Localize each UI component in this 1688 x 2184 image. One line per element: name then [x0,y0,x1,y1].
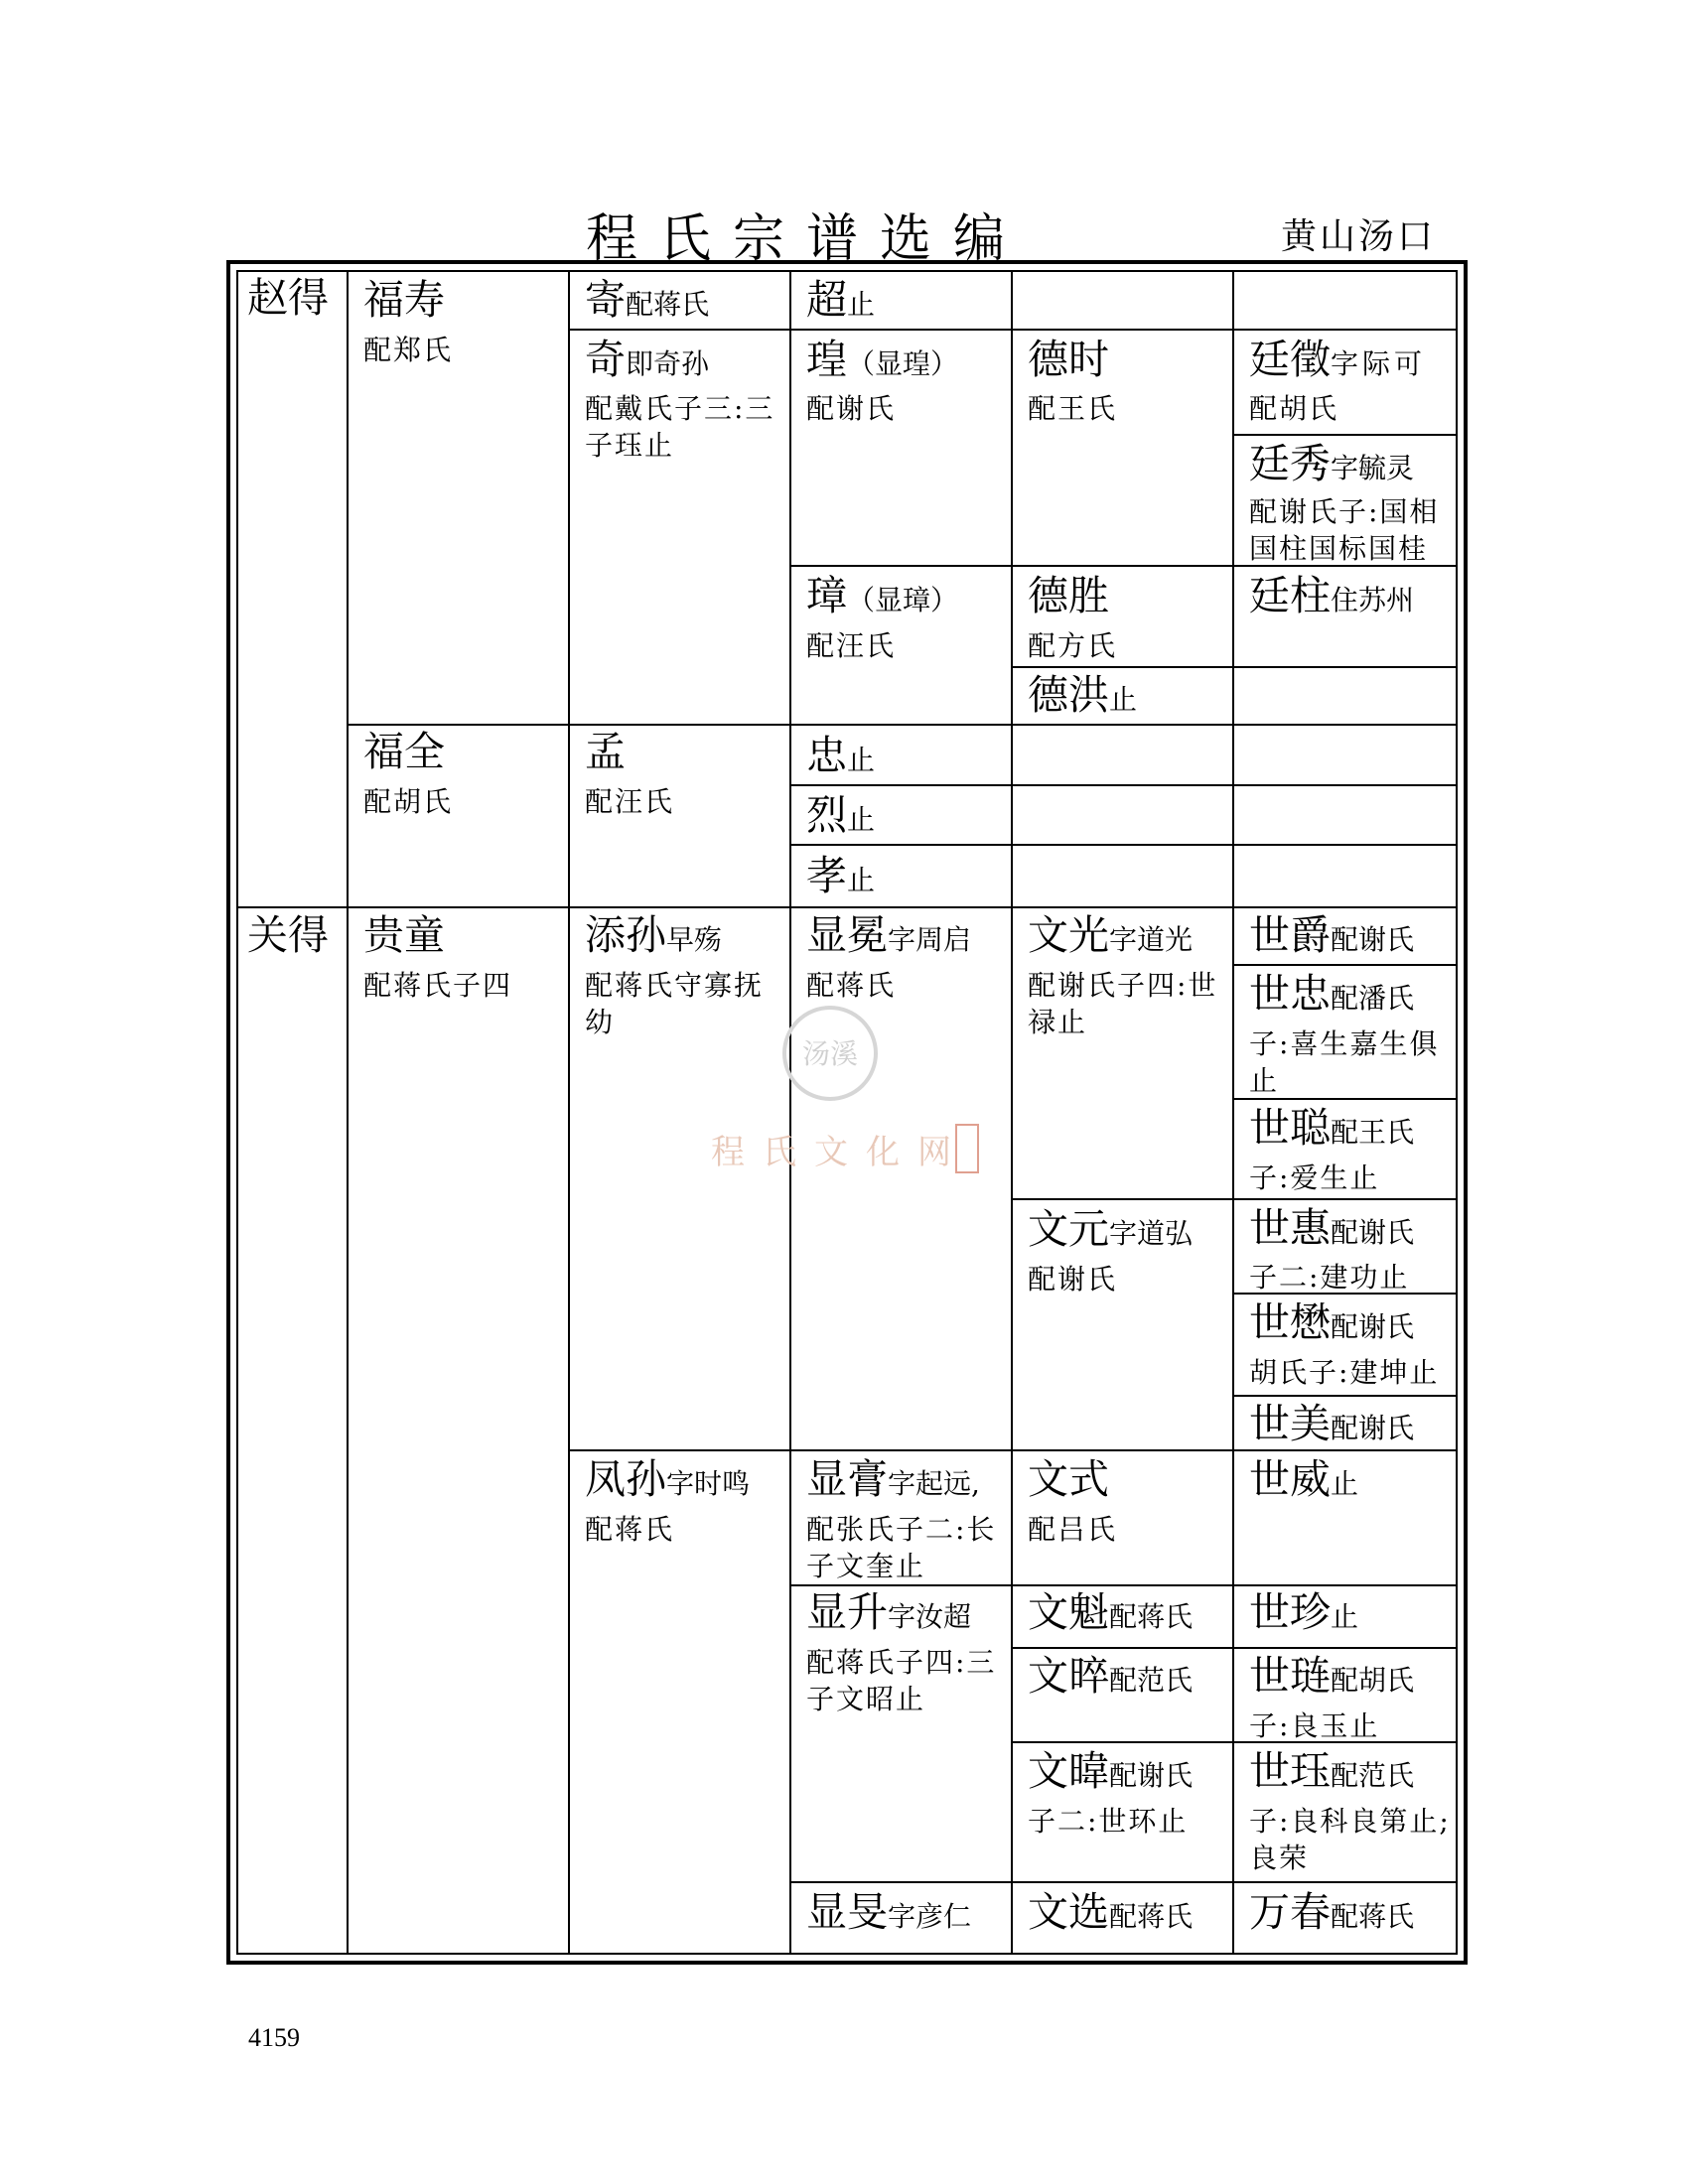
person-name: 万春 [1249,1888,1331,1936]
gen4-entry [806,1888,971,1937]
gen5-entry [1028,1747,1193,1796]
gen5-entry [1028,1588,1193,1637]
gen2-entry [363,276,445,325]
person-note: 子:良科良第止;良荣 [1249,1805,1451,1874]
person-note: 配汪氏 [585,785,675,818]
person-note: 配方氏 [1028,629,1118,662]
person-name: 世爵 [1249,911,1331,959]
gen6-entry [1249,1400,1414,1448]
gen2-entry [363,728,445,776]
person-suffix: 止 [1331,1600,1359,1633]
watermark-seal-text: 汤溪 [802,1037,859,1070]
person-name: 孟 [585,728,626,775]
person-suffix: （显璋） [847,584,959,616]
person-note: 配谢氏 [1028,1263,1118,1296]
gen4-entry [806,791,875,840]
person-suffix: 配胡氏 [1331,1664,1415,1697]
person-name: 显膏 [806,1455,888,1503]
row-divider [789,784,1458,786]
gen4-entry [806,1455,980,1504]
gen3-entry [585,276,709,325]
person-note: 配戴氏子三:三子珏止 [585,392,775,462]
person-note: 配张氏子二:长子文奎止 [806,1513,997,1582]
column-divider [568,270,570,1955]
place-name: 黄山汤口 [1281,216,1437,257]
person-name: 显冕 [806,911,888,959]
person-name: 瑝 [806,336,847,383]
gen4-entry [806,1588,971,1637]
gen3-entry [585,1455,750,1504]
row-divider [789,844,1458,846]
gen3-entry [585,911,722,960]
person-note: 配蒋氏 [585,1513,675,1546]
gen5-entry [1028,1652,1193,1701]
person-note: 配蒋氏子四 [363,969,513,1002]
column-divider [789,270,791,1955]
person-name: 贵童 [363,911,445,959]
person-name: 文暐 [1028,1747,1109,1795]
person-note: 配蒋氏 [806,969,897,1002]
person-name: 文元 [1028,1205,1109,1253]
person-name: 廷秀 [1249,440,1331,487]
gen6-entry [1249,1888,1414,1937]
person-suffix: 止 [847,744,876,776]
gen6-entry [1249,1588,1358,1637]
person-note: 配吕氏 [1028,1513,1118,1546]
person-suffix: 配谢氏 [1331,923,1415,956]
gen5-entry [1028,911,1193,960]
person-name: 世聪 [1249,1104,1331,1152]
person-note: 子:爱生止 [1249,1161,1380,1194]
person-name: 世珍 [1249,1588,1331,1636]
gen5-entry [1028,336,1109,384]
column-divider [347,270,349,1955]
person-suffix: 配范氏 [1331,1759,1415,1792]
person-name: 世琏 [1249,1652,1331,1700]
gen4-entry [806,911,971,960]
person-name: 文选 [1028,1888,1109,1936]
person-note: 配谢氏子四:世禄止 [1028,969,1218,1038]
gen4-entry [806,276,875,325]
gen1-name: 赵得 [247,274,329,322]
person-note: 配郑氏 [363,334,454,366]
watermark-text: 程氏文化网 [711,1133,969,1172]
gen6-entry [1249,1455,1358,1504]
person-suffix: 字道弘 [1109,1217,1194,1250]
person-name: 世威 [1249,1455,1331,1503]
person-name: 文式 [1028,1455,1109,1503]
gen6-entry [1249,1747,1414,1796]
person-name: 凤孙 [585,1455,666,1503]
person-note: 配谢氏 [806,392,897,425]
person-name: 福全 [363,728,445,775]
row-divider [1011,1647,1458,1649]
person-suffix: 字道光 [1109,923,1194,956]
person-name: 文晬 [1028,1652,1109,1700]
gen6-entry [1249,336,1426,384]
row-divider [1011,1198,1458,1200]
row-divider [1232,964,1458,966]
person-suffix: 字汝超 [888,1600,972,1633]
person-suffix: （显瑝） [847,347,959,380]
person-name: 世懋 [1249,1298,1331,1346]
person-name: 显旻 [806,1888,888,1936]
gen4-entry [806,852,875,900]
gen2-entry [363,911,445,960]
person-name: 文魁 [1028,1588,1109,1636]
gen6-entry [1249,440,1414,488]
row-divider [1011,666,1458,668]
person-note: 配胡氏 [363,785,454,818]
gen5-entry [1028,572,1109,620]
person-name: 廷柱 [1249,572,1331,619]
row-divider [1232,1395,1458,1397]
person-suffix: 字际可 [1331,347,1427,380]
person-name: 德洪 [1028,671,1109,719]
person-suffix: 字彦仁 [888,1900,972,1933]
gen5-entry [1028,671,1137,720]
person-name: 烈 [806,791,847,839]
person-suffix: 配蒋氏 [1109,1900,1194,1933]
person-note: 配胡氏 [1249,392,1339,425]
person-note: 配汪氏 [806,629,897,662]
watermark-stamp [955,1124,979,1173]
person-name: 德时 [1028,336,1109,383]
row-divider [789,1584,1458,1586]
person-note: 子:良玉止 [1249,1709,1380,1742]
person-note: 配王氏 [1028,392,1118,425]
person-suffix: 止 [1109,683,1138,716]
gen5-entry [1028,1455,1109,1504]
person-name: 世忠 [1249,970,1331,1018]
person-note: 子二:建功止 [1249,1261,1410,1294]
column-divider [1011,270,1013,1955]
person-name: 添孙 [585,911,666,959]
gen3-entry [585,728,626,776]
person-name: 世珏 [1249,1747,1331,1795]
person-name: 世惠 [1249,1204,1331,1252]
gen6-entry [1249,1652,1414,1701]
gen4-entry [806,732,875,780]
person-suffix: 早殇 [666,923,723,956]
person-suffix: 配谢氏 [1331,1216,1415,1249]
gen3-entry [585,336,709,384]
row-divider [789,1881,1458,1883]
person-note: 配谢氏子:国相国柱国标国桂 [1249,495,1440,565]
gen6-entry [1249,1204,1414,1253]
person-name: 世美 [1249,1400,1331,1447]
person-name: 德胜 [1028,572,1109,619]
row-divider [1232,434,1458,436]
gen6-entry [1249,1298,1414,1347]
person-name: 奇 [585,336,626,383]
person-note: 子二:世环止 [1028,1805,1189,1838]
person-suffix: 配潘氏 [1331,982,1415,1015]
person-suffix: 配蒋氏 [1109,1600,1194,1633]
person-suffix: 配谢氏 [1109,1759,1194,1792]
person-suffix: 配谢氏 [1331,1412,1415,1444]
person-note: 配蒋氏子四:三子文昭止 [806,1646,997,1715]
person-name: 文光 [1028,911,1109,959]
person-suffix: 配蒋氏 [1331,1900,1415,1933]
person-note: 子:喜生嘉生俱止 [1249,1027,1440,1097]
person-name: 超 [806,276,847,324]
gen4-entry [806,572,958,620]
column-divider [1232,270,1234,1955]
person-name: 忠 [806,732,847,779]
person-suffix: 配蒋氏 [626,288,710,321]
gen6-entry [1249,572,1414,620]
gen6-entry [1249,970,1414,1019]
person-note: 配蒋氏守寡抚幼 [585,969,765,1038]
person-name: 廷徵 [1249,336,1331,383]
person-suffix: 止 [1331,1467,1359,1500]
person-suffix: 配范氏 [1109,1664,1194,1697]
person-name: 显升 [806,1588,888,1636]
person-suffix: 住苏州 [1331,584,1415,616]
gen6-entry [1249,911,1414,960]
person-suffix: 止 [847,288,876,321]
gen1-name: 关得 [247,911,329,959]
row-divider [236,906,1458,908]
gen6-entry [1249,1104,1414,1153]
person-suffix: 配谢氏 [1331,1310,1415,1343]
person-name: 孝 [806,852,847,899]
person-suffix: 即奇孙 [626,347,710,380]
person-suffix: 字起远, [888,1467,980,1500]
person-suffix: 配王氏 [1331,1116,1415,1149]
person-name: 璋 [806,572,847,619]
gen4-entry [806,336,958,384]
person-suffix: 字毓灵 [1331,452,1415,484]
person-note: 胡氏子:建坤止 [1249,1356,1440,1389]
person-name: 福寿 [363,276,445,324]
person-suffix: 字周启 [888,923,972,956]
person-suffix: 止 [847,864,876,896]
row-divider [568,329,1458,331]
gen5-entry [1028,1205,1193,1254]
row-divider [347,724,1458,726]
gen5-entry [1028,1888,1193,1937]
person-suffix: 止 [847,803,876,836]
row-divider [568,1449,1458,1451]
page-title: 程氏宗谱选编 [586,209,1028,269]
person-name: 寄 [585,276,626,324]
person-suffix: 字时鸣 [666,1467,751,1500]
page-number: 4159 [248,2023,300,2052]
